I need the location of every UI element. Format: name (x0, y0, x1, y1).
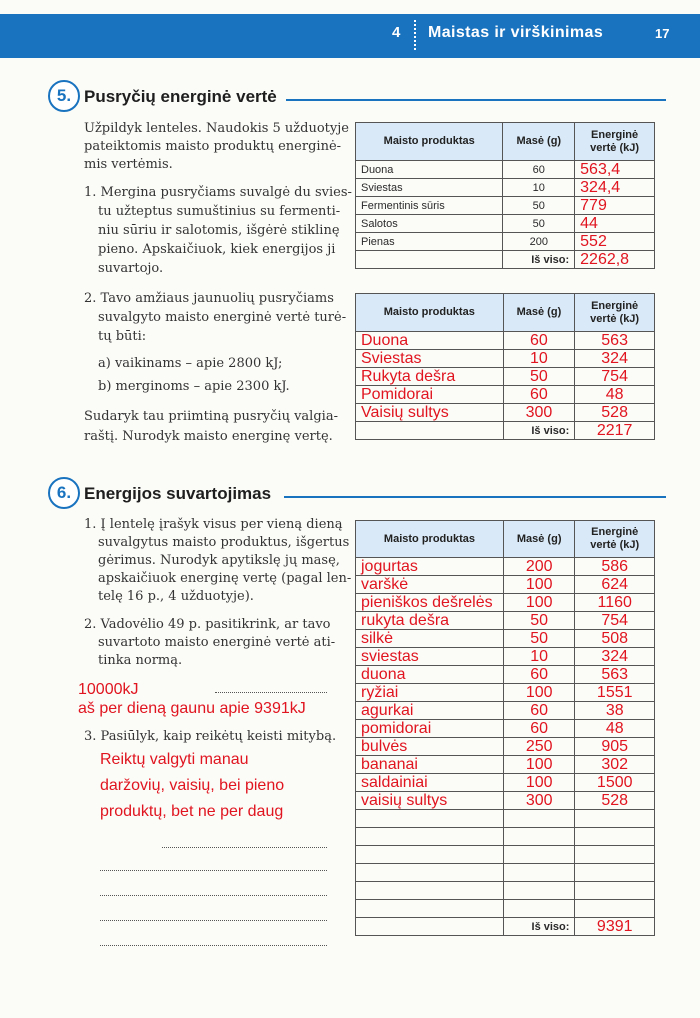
table-row: agurkai 60 38 (356, 702, 655, 720)
text-line: niu sūriu ir salotomis, išgėrė stiklinę (98, 223, 340, 238)
answer-line (100, 870, 327, 871)
text-line: tu užteptus sumuštinius su fermenti- (98, 204, 341, 219)
page-number: 17 (655, 26, 670, 41)
table-row: saldainiai 100 1500 (356, 774, 655, 792)
text-line: 1. Mergina pusryčiams suvalgė du svies- (84, 185, 352, 200)
section-title: Pusryčių energinė vertė (84, 87, 277, 106)
text-line: mis vertėmis. (84, 157, 173, 172)
table-row: Salotos 50 44 (356, 215, 655, 233)
col-header-mass: Masė (g) (503, 521, 575, 558)
empty-row (356, 828, 655, 846)
text-line: telę 16 p., 4 užduotyje). (98, 589, 254, 604)
col-header-energy: Energinė vertė (kJ) (575, 123, 655, 161)
text-line: suvalgytus maisto produktus, išgertus (98, 535, 350, 550)
breakfast-table-2 (355, 293, 655, 440)
answer-line (100, 920, 327, 921)
empty-row (356, 882, 655, 900)
col-header-product: Maisto produktas (356, 123, 503, 161)
text-line: b) merginoms – apie 2300 kJ. (98, 379, 290, 394)
total-row: Iš viso: 2262,8 (356, 251, 655, 269)
table-row: Vaisių sultys 300 528 (356, 404, 655, 422)
table-row: pomidorai 60 48 (356, 720, 655, 738)
answer-line (100, 895, 327, 896)
handwritten-answer: produktų, bet ne per daug (100, 803, 284, 820)
empty-row (356, 864, 655, 882)
empty-row (356, 846, 655, 864)
text-line: suvalgyto maisto energinė vertė turė- (98, 310, 347, 325)
total-row: Iš viso: 2217 (356, 422, 655, 440)
text-line: apskaičiuok energinę vertę (pagal len- (98, 571, 352, 586)
text-line: 1. Į lentelę įrašyk visus per vieną dieną (84, 517, 343, 532)
table-row: sviestas 10 324 (356, 648, 655, 666)
empty-row (356, 900, 655, 918)
header-separator (414, 20, 416, 50)
col-header-product: Maisto produktas (356, 521, 504, 558)
handwritten-answer: Reiktų valgyti manau (100, 751, 249, 768)
table-row: jogurtas 200 586 (356, 558, 655, 576)
task-number-badge: 6. (48, 477, 80, 509)
text-line: suvartoto maisto energinė vertė ati- (98, 635, 336, 650)
table-row: Sviestas 10 324,4 (356, 179, 655, 197)
text-line: Užpildyk lenteles. Naudokis 5 užduotyje (84, 121, 349, 136)
col-header-energy: Energinė vertė (kJ) (575, 521, 655, 558)
chapter-title: Maistas ir virškinimas (428, 24, 604, 41)
table-row: varškė 100 624 (356, 576, 655, 594)
col-header-mass: Masė (g) (503, 123, 575, 161)
table-row: silkė 50 508 (356, 630, 655, 648)
table-row: bananai 100 302 (356, 756, 655, 774)
text-line: 2. Tavo amžiaus jaunuolių pusryčiams (84, 291, 334, 306)
table-row: Pomidorai 60 48 (356, 386, 655, 404)
breakfast-table-1 (355, 122, 655, 269)
table-row: ryžiai 100 1551 (356, 684, 655, 702)
col-header-mass: Masė (g) (503, 294, 575, 332)
table-row: duona 60 563 (356, 666, 655, 684)
table-row: Rukyta dešra 50 754 (356, 368, 655, 386)
text-line: tų būti: (98, 329, 147, 344)
total-row: Iš viso: 9391 (356, 918, 655, 936)
handwritten-answer: 10000kJ (78, 681, 139, 698)
text-line: 2. Vadovėlio 49 p. pasitikrink, ar tavo (84, 617, 331, 632)
table-row: Duona 60 563 (356, 332, 655, 350)
handwritten-answer: aš per dieną gaunu apie 9391kJ (78, 700, 306, 717)
text-line: a) vaikinams – apie 2800 kJ; (98, 356, 283, 371)
col-header-product: Maisto produktas (356, 294, 504, 332)
question-6-3: 3. Pasiūlyk, kaip reikėtų keisti mitybą. (84, 729, 337, 744)
table-row: Pienas 200 552 (356, 233, 655, 251)
section-rule (286, 99, 666, 101)
daily-intake-table (355, 520, 655, 936)
empty-row (356, 810, 655, 828)
handwritten-answer: daržovių, vaisių, bei pieno (100, 777, 285, 794)
section-rule (284, 496, 666, 498)
section-title: Energijos suvartojimas (84, 484, 272, 503)
table-row: rukyta dešra 50 754 (356, 612, 655, 630)
answer-line (162, 847, 327, 848)
text-line: tinka normą. (98, 653, 183, 668)
text-line: gėrimus. Nurodyk apytikslę jų masę, (98, 553, 340, 568)
table-row: Sviestas 10 324 (356, 350, 655, 368)
table-row: Duona 60 563,4 (356, 161, 655, 179)
table-row: pieniškos dešrelės 100 1160 (356, 594, 655, 612)
text-line: suvartojo. (98, 261, 164, 276)
text-line: Sudaryk tau priimtiną pusryčių valgia- (84, 409, 338, 424)
answer-line (215, 692, 327, 693)
answer-line (100, 945, 327, 946)
text-line: pieno. Apskaičiuok, kiek energijos ji (98, 242, 336, 257)
table-row: Fermentinis sūris 50 779 (356, 197, 655, 215)
col-header-energy: Energinė vertė (kJ) (575, 294, 655, 332)
chapter-number: 4 (392, 24, 401, 41)
text-line: raštį. Nurodyk maisto energinę vertę. (84, 429, 333, 444)
text-line: pateiktomis maisto produktų energinė- (84, 139, 342, 154)
chapter-header (0, 14, 700, 58)
task-number-badge: 5. (48, 80, 80, 112)
table-row: bulvės 250 905 (356, 738, 655, 756)
table-row: vaisių sultys 300 528 (356, 792, 655, 810)
